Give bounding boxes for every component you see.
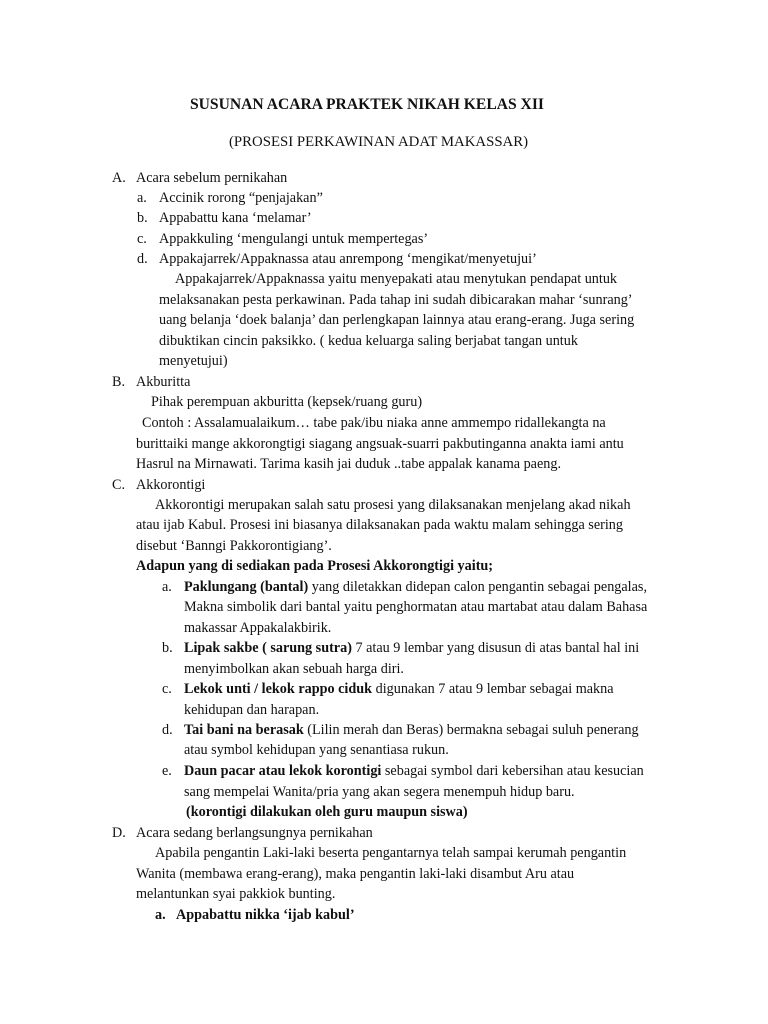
paragraph-line: Wanita (membawa erang-erang), maka pengantin laki-laki disambut Aru atau bbox=[136, 866, 575, 882]
paragraph-line: burittaiki mange akkorongtigi siagang angsuak-suarri pakbutinganna anakta iami antu bbox=[136, 436, 624, 452]
list-item-letter: d. bbox=[162, 722, 173, 738]
item-continuation: makassar Appakalakbirik. bbox=[184, 620, 332, 636]
section-c-letter: C. bbox=[112, 477, 126, 493]
section-a-letter: A. bbox=[112, 170, 126, 186]
list-item bbox=[184, 579, 647, 596]
list-item-letter: a. bbox=[162, 579, 172, 595]
paragraph-line: melaksanakan pesta perkawinan. Pada tahap ini sudah dibicarakan mahar ‘sunrang’ bbox=[159, 292, 633, 308]
list-item bbox=[184, 763, 644, 780]
list-item: Appabattu nikka ‘ijab kabul’ bbox=[176, 907, 355, 923]
paragraph-line: disebut ‘Banngi Pakkorontigiang’. bbox=[136, 538, 332, 554]
paragraph-line: Akkorontigi merupakan salah satu prosesi yang dilaksanakan menjelang akad nikah bbox=[155, 497, 631, 513]
paragraph-line: Pihak perempuan akburitta (kepsek/ruang guru) bbox=[151, 394, 423, 410]
item-description: 7 atau 9 lembar yang disusun di atas bantal hal ini bbox=[351, 640, 640, 656]
item-description: (Lilin merah dan Beras) bermakna sebagai suluh penerang bbox=[303, 722, 639, 738]
paragraph-line: menyetujui) bbox=[159, 353, 228, 369]
list-item: Appabattu kana ‘melamar’ bbox=[159, 210, 312, 226]
item-continuation: atau symbol kehidupan yang senantiasa rukun. bbox=[184, 742, 449, 758]
document-subtitle: (PROSESI PERKAWINAN ADAT MAKASSAR) bbox=[229, 134, 529, 150]
list-item-letter: a. bbox=[137, 190, 147, 206]
item-continuation: Makna simbolik dari bantal yaitu penghormatan atau martabat atau dalam Bahasa bbox=[184, 599, 648, 615]
list-item bbox=[184, 640, 639, 657]
item-continuation: menyimbolkan akan sebuah harga diri. bbox=[184, 661, 404, 677]
section-b-heading: Akburitta bbox=[136, 374, 191, 390]
item-description: yang diletakkan didepan calon pengantin sebagai pengalas, bbox=[308, 579, 647, 595]
list-item bbox=[184, 722, 639, 739]
list-item-letter: e. bbox=[162, 763, 172, 779]
section-a-heading: Acara sebelum pernikahan bbox=[136, 170, 288, 186]
section-d-letter: D. bbox=[112, 825, 126, 841]
item-term: Paklungang (bantal) bbox=[184, 579, 309, 595]
paragraph-line: Contoh : Assalamualaikum… tabe pak/ibu niaka anne ammempo ridallekangta na bbox=[142, 415, 606, 431]
item-term: Lekok unti / lekok rappo ciduk bbox=[184, 681, 373, 697]
list-item-letter: c. bbox=[162, 681, 172, 697]
item-continuation: sang mempelai Wanita/pria yang akan segera menempuh hidup baru. bbox=[184, 784, 575, 800]
list-item-letter: b. bbox=[137, 210, 148, 226]
list-item-letter: b. bbox=[162, 640, 173, 656]
section-c-heading: Akkorontigi bbox=[136, 477, 206, 493]
item-description: sebagai symbol dari kebersihan atau kesucian bbox=[381, 763, 644, 779]
paragraph-line: melantunkan syai pakkiok bunting. bbox=[136, 886, 336, 902]
list-item: Appakajarrek/Appaknassa atau anrempong ‘mengikat/menyetujui’ bbox=[159, 251, 537, 267]
item-term: Tai bani na berasak bbox=[184, 722, 304, 738]
item-term: Daun pacar atau lekok korontigi bbox=[184, 763, 382, 779]
korontigi-note: (korontigi dilakukan oleh guru maupun siswa) bbox=[186, 804, 468, 820]
paragraph-line: Appakajarrek/Appaknassa yaitu menyepakati atau menytukan pendapat untuk bbox=[175, 271, 618, 287]
list-item bbox=[184, 681, 614, 698]
item-continuation: kehidupan dan harapan. bbox=[184, 702, 320, 718]
paragraph-line: uang belanja ‘doek balanja’ dan perlengkapan lainnya atau erang-erang. Juga sering bbox=[159, 312, 635, 328]
paragraph-line: atau ijab Kabul. Prosesi ini biasanya dilaksanakan pada waktu malam sehingga sering bbox=[136, 517, 623, 533]
bold-heading-line: Adapun yang di sediakan pada Prosesi Akkorongtigi yaitu; bbox=[136, 558, 494, 574]
item-description: digunakan 7 atau 9 lembar sebagai makna bbox=[372, 681, 614, 697]
list-item-letter: a. bbox=[155, 907, 166, 923]
paragraph-line: Apabila pengantin Laki-laki beserta pengantarnya telah sampai kerumah pengantin bbox=[155, 845, 627, 861]
item-term: Lipak sakbe ( sarung sutra) bbox=[184, 640, 352, 656]
section-d-heading: Acara sedang berlangsungnya pernikahan bbox=[136, 825, 373, 841]
list-item-letter: c. bbox=[137, 231, 147, 247]
document-title: SUSUNAN ACARA PRAKTEK NIKAH KELAS XII bbox=[190, 96, 544, 113]
list-item: Accinik rorong “penjajakan” bbox=[159, 190, 323, 206]
list-item: Appakkuling ‘mengulangi untuk mempertegas’ bbox=[159, 231, 429, 247]
paragraph-line: dibuktikan cincin paksikko. ( kedua keluarga saling berjabat tangan untuk bbox=[159, 333, 578, 349]
paragraph-line: Hasrul na Mirnawati. Tarima kasih jai duduk ..tabe appalak kanama paeng. bbox=[136, 456, 562, 472]
section-b-letter: B. bbox=[112, 374, 126, 390]
list-item-letter: d. bbox=[137, 251, 148, 267]
